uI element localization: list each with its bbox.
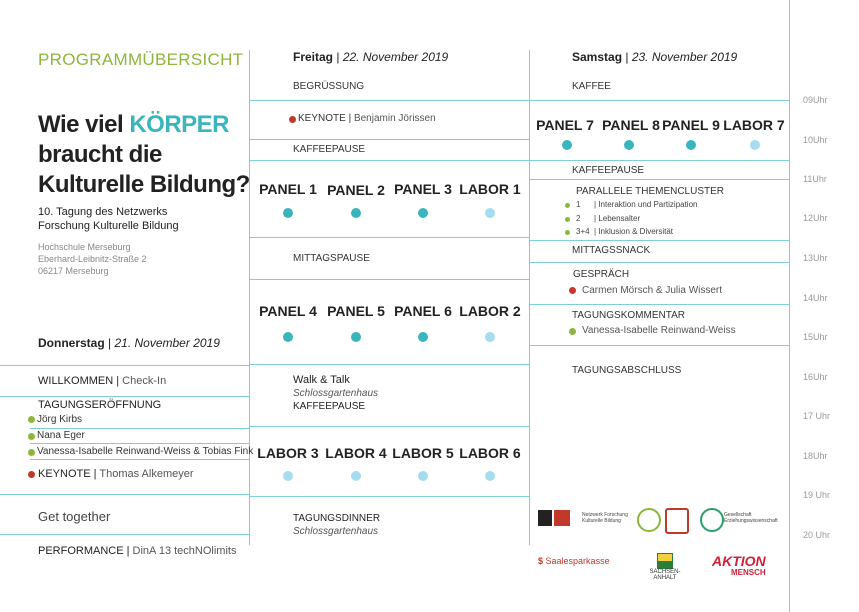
panel-7: PANEL 7 xyxy=(536,117,594,133)
sparkasse-text: Saalesparkasse xyxy=(545,556,610,566)
panel-6: PANEL 6 xyxy=(394,303,452,319)
event-headline xyxy=(38,110,250,200)
hour-label: 14Uhr xyxy=(803,293,828,303)
thursday-keynote-title: KEYNOTE xyxy=(38,468,91,480)
divider xyxy=(250,279,530,280)
cluster-3: 3+4 | Inklusion & Diversität xyxy=(576,227,674,236)
session-dot xyxy=(485,471,495,481)
thursday-keynote-speaker: Thomas Alkemeyer xyxy=(99,468,194,480)
divider xyxy=(530,179,790,180)
comment-dot xyxy=(569,328,576,335)
divider xyxy=(250,237,530,238)
walk-and-talk xyxy=(293,374,378,413)
panel-2: PANEL 2 xyxy=(327,182,385,198)
session-dot xyxy=(351,332,361,342)
cluster-2: 2 | Lebensalter xyxy=(576,214,641,223)
divider xyxy=(530,262,790,263)
welcome-item: WILLKOMMEN | Check-In xyxy=(38,375,167,387)
panel-9: PANEL 9 xyxy=(662,117,720,133)
address-line2: Eberhard-Leibnitz-Straße 2 xyxy=(38,254,147,264)
comment-speaker: Vanessa-Isabelle Reinwand-Weiss xyxy=(582,325,736,336)
friday-keynote: KEYNOTE | Benjamin Jörissen xyxy=(298,113,436,124)
divider xyxy=(530,160,790,161)
hour-label: 09Uhr xyxy=(803,95,828,105)
page-title: PROGRAMMÜBERSICHT xyxy=(38,50,244,69)
divider xyxy=(530,240,790,241)
labor-5: LABOR 5 xyxy=(392,445,454,461)
sponsor-shield-logo xyxy=(665,508,689,534)
sachsen-anhalt-text: SACHSEN-ANHALT xyxy=(649,569,681,581)
cluster-name: Inklusion & Diversität xyxy=(598,227,674,236)
speaker-dot xyxy=(28,416,35,423)
session-dot xyxy=(351,208,361,218)
sparkasse-icon: $ xyxy=(538,556,544,566)
divider xyxy=(530,345,790,346)
sponsor-sachsen-anhalt-logo xyxy=(640,553,690,581)
performance-title: PERFORMANCE xyxy=(38,545,124,557)
saturday-date: 23. November 2019 xyxy=(631,50,738,64)
hour-label: 17 Uhr xyxy=(803,411,831,421)
friday-keynote-speaker: Benjamin Jörissen xyxy=(353,113,436,124)
divider xyxy=(250,139,530,140)
divider xyxy=(0,494,250,495)
thursday-heading: Donnerstag | 21. November 2019 xyxy=(38,336,220,350)
address-line3: 06217 Merseburg xyxy=(38,266,109,276)
session-dot xyxy=(485,332,495,342)
get-together: Get together xyxy=(38,509,111,524)
dinner-title: TAGUNGSDINNER xyxy=(293,513,381,524)
friday-day: Freitag xyxy=(293,50,334,64)
closing: TAGUNGSABSCHLUSS xyxy=(572,365,682,376)
opening-title: TAGUNGSERÖFFNUNG xyxy=(38,399,162,411)
sponsor-saalesparkasse-logo xyxy=(538,556,610,566)
labor-3: LABOR 3 xyxy=(257,445,319,461)
saturday-coffee-break: KAFFEEPAUSE xyxy=(572,165,645,176)
panel-5: PANEL 5 xyxy=(327,303,385,319)
session-dot xyxy=(351,471,361,481)
hour-label: 18Uhr xyxy=(803,451,828,461)
divider xyxy=(530,100,790,101)
address-line1: Hochschule Merseburg xyxy=(38,242,131,252)
opening-speaker-3: Vanessa-Isabelle Reinwand-Weiss & Tobias Fink xyxy=(37,446,254,457)
snack: MITTAGSSNACK xyxy=(572,245,651,256)
headline-accent: KÖRPER xyxy=(129,111,230,138)
friday-date: 22. November 2019 xyxy=(342,50,449,64)
session-dot xyxy=(485,208,495,218)
session-dot xyxy=(686,140,696,150)
session-dot xyxy=(750,140,760,150)
talk-speakers: Carmen Mörsch & Julia Wissert xyxy=(582,285,723,296)
session-dot xyxy=(418,208,428,218)
panel-8: PANEL 8 xyxy=(602,117,660,133)
cluster-num: 3+4 xyxy=(576,227,590,236)
sponsor-network-logo: Netzwerk Forschung Kulturelle Bildung xyxy=(582,512,628,524)
sponsor-gew-logo xyxy=(700,508,724,532)
thursday-date: 21. November 2019 xyxy=(114,336,220,350)
cluster-dot xyxy=(565,230,570,235)
session-dot xyxy=(562,140,572,150)
divider xyxy=(30,459,250,460)
opening-speaker-1: Jörg Kirbs xyxy=(37,414,83,425)
saturday-day: Samstag xyxy=(572,50,623,64)
event-address xyxy=(38,241,147,277)
divider xyxy=(530,304,790,305)
welcome-sub: Check-In xyxy=(122,375,167,387)
friday-heading: Freitag | 22. November 2019 xyxy=(293,50,449,64)
hour-label: 19 Uhr xyxy=(803,490,831,500)
hour-label: 16Uhr xyxy=(803,372,828,382)
dinner-place: Schlossgartenhaus xyxy=(293,526,379,537)
session-dot xyxy=(418,471,428,481)
friday-coffee-2: KAFFEEPAUSE xyxy=(293,401,366,412)
session-dot xyxy=(283,208,293,218)
session-dot xyxy=(624,140,634,150)
speaker-dot xyxy=(28,433,35,440)
hour-label: 10Uhr xyxy=(803,135,828,145)
sponsor-circle-logo xyxy=(637,508,661,532)
session-dot xyxy=(283,471,293,481)
thursday-day: Donnerstag xyxy=(38,336,105,350)
hour-label: 12Uhr xyxy=(803,213,828,223)
walk-place: Schlossgartenhaus xyxy=(293,388,379,399)
dinner xyxy=(293,512,380,538)
talk-dot xyxy=(569,287,576,294)
subtitle-line2: Forschung Kulturelle Bildung xyxy=(38,220,179,232)
mensch-text: MENSCH xyxy=(731,568,766,577)
cluster-1: 1 | Interaktion und Partizipation xyxy=(576,200,698,209)
cluster-name: Interaktion und Partizipation xyxy=(598,200,698,209)
divider xyxy=(30,443,250,444)
labor-2: LABOR 2 xyxy=(459,303,521,319)
friday-keynote-title: KEYNOTE xyxy=(298,113,346,124)
divider xyxy=(30,428,250,429)
clusters-title: PARALLELE THEMENCLUSTER xyxy=(576,186,725,197)
panel-4: PANEL 4 xyxy=(259,303,317,319)
cluster-dot xyxy=(565,203,570,208)
divider xyxy=(250,426,530,427)
session-dot xyxy=(283,332,293,342)
divider xyxy=(250,364,530,365)
labor-4: LABOR 4 xyxy=(325,445,387,461)
opening-speaker-2: Nana Eger xyxy=(37,430,85,441)
hour-label: 11Uhr xyxy=(803,174,827,184)
performance-item: PERFORMANCE | DinA 13 techNOlimits xyxy=(38,545,237,557)
panel-3: PANEL 3 xyxy=(394,181,452,197)
labor-6: LABOR 6 xyxy=(459,445,521,461)
cluster-name: Lebensalter xyxy=(598,214,641,223)
keynote-dot xyxy=(289,116,296,123)
panel-1: PANEL 1 xyxy=(259,181,317,197)
hour-label: 20 Uhr xyxy=(803,530,831,540)
keynote-dot xyxy=(28,471,35,478)
sponsor-gew-text: Gesellschaft Erziehungswissenschaft xyxy=(724,512,778,524)
coat-of-arms-icon xyxy=(657,553,673,569)
event-subtitle xyxy=(38,205,179,233)
subtitle-line1: 10. Tagung des Netzwerks xyxy=(38,206,168,218)
cluster-dot xyxy=(565,217,570,222)
session-dot xyxy=(418,332,428,342)
friday-coffee: KAFFEEPAUSE xyxy=(293,144,366,155)
divider xyxy=(0,534,250,535)
divider xyxy=(0,365,250,366)
friday-lunch: MITTAGSPAUSE xyxy=(293,253,370,264)
divider xyxy=(250,100,530,101)
divider xyxy=(250,160,530,161)
walk-title: Walk & Talk xyxy=(293,374,350,386)
sponsor-hs-merseburg-logo xyxy=(538,510,572,526)
friday-greeting: BEGRÜSSUNG xyxy=(293,81,365,92)
hour-label: 13Uhr xyxy=(803,253,828,263)
saturday-heading: Samstag | 23. November 2019 xyxy=(572,50,738,64)
talk-title: GESPRÄCH xyxy=(573,269,630,280)
cluster-num: 2 xyxy=(576,214,581,223)
saturday-coffee: KAFFEE xyxy=(572,81,611,92)
comment-title: TAGUNGSKOMMENTAR xyxy=(572,310,685,321)
thursday-keynote: KEYNOTE | Thomas Alkemeyer xyxy=(38,468,194,480)
welcome-title: WILLKOMMEN xyxy=(38,375,114,387)
labor-7: LABOR 7 xyxy=(723,117,785,133)
cluster-num: 1 xyxy=(576,200,581,209)
hour-label: 15Uhr xyxy=(803,332,828,342)
speaker-dot xyxy=(28,449,35,456)
headline-line2: braucht die xyxy=(38,141,162,168)
divider xyxy=(250,496,530,497)
divider xyxy=(0,396,250,397)
aktion-text: AKTION xyxy=(712,553,766,569)
headline-line3: Kulturelle Bildung? xyxy=(38,171,250,198)
timeline-divider xyxy=(789,0,790,612)
sponsor-aktion-mensch-logo xyxy=(712,553,766,578)
headline-pre: Wie viel xyxy=(38,111,124,138)
performance-sub: DinA 13 techNOlimits xyxy=(132,545,237,557)
labor-1: LABOR 1 xyxy=(459,181,521,197)
